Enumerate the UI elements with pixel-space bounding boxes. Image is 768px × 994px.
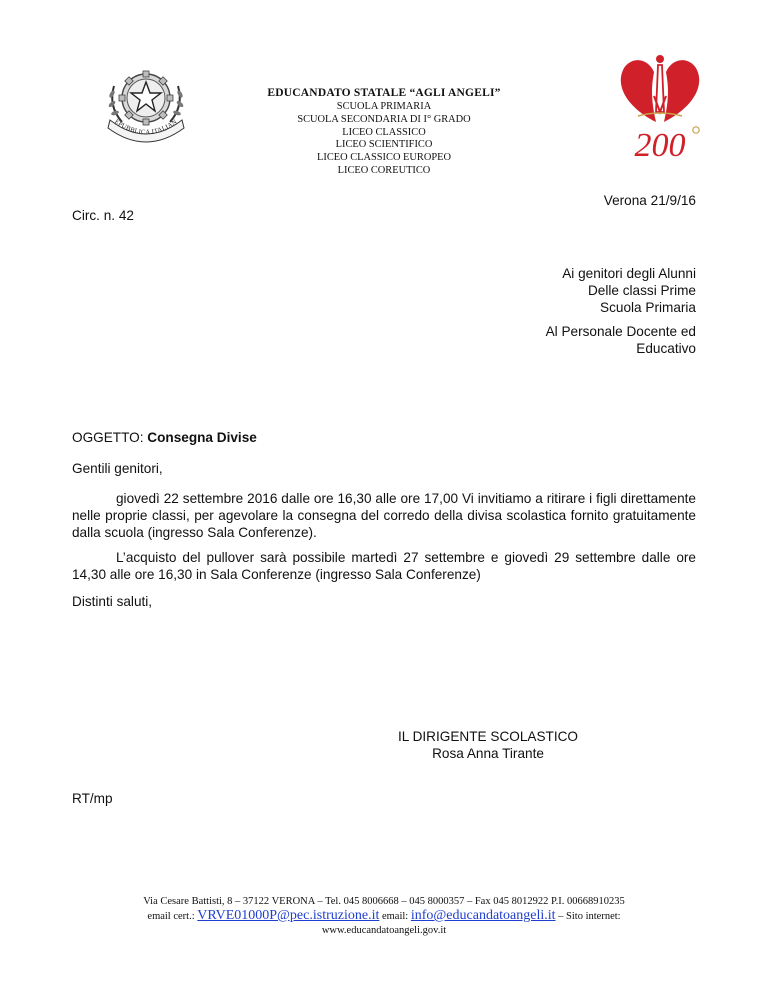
anniversary-logo-icon	[608, 50, 712, 170]
signer-title: IL DIRIGENTE SCOLASTICO	[397, 729, 579, 744]
signature-block	[395, 728, 581, 762]
recipient-line: Al Personale Docente ed	[545, 324, 696, 339]
recipient-line: Scuola Primaria	[600, 300, 696, 315]
school-item: LICEO COREUTICO	[337, 164, 431, 176]
svg-text:REPUBBLICA ITALIANA: EPUBBLICA ITALIAN	[113, 118, 179, 137]
circular-number: Circ. n. 42	[72, 208, 134, 223]
institution-name: EDUCANDATO STATALE “AGLI ANGELI”	[267, 87, 501, 99]
svg-text:200: 200	[634, 127, 686, 164]
footer	[60, 895, 708, 938]
school-list	[200, 101, 568, 178]
closing: Distinti saluti,	[72, 594, 153, 609]
paragraph-distribution	[72, 490, 696, 541]
letter-subject	[72, 429, 257, 446]
school-item: SCUOLA PRIMARIA	[336, 101, 432, 112]
recipient-line: Educativo	[636, 341, 696, 356]
subject-label: OGGETTO:	[72, 430, 148, 445]
recipient-line: Ai genitori degli Alunni	[562, 266, 696, 281]
school-item: LICEO SCIENTIFICO	[335, 139, 433, 151]
recipients-staff	[546, 323, 696, 357]
pec-email-link[interactable]: VRVE01000P@pec.istruzione.it	[197, 908, 380, 923]
greeting: Gentili genitori,	[72, 461, 163, 476]
initials: RT/mp	[72, 791, 113, 806]
paragraph-pullover	[72, 549, 696, 583]
subject-value: Consegna Divise	[147, 430, 257, 445]
site-label: – Sito internet:	[555, 911, 621, 922]
pec-label: email cert.:	[147, 911, 198, 922]
school-item: LICEO CLASSICO EUROPEO	[317, 152, 451, 164]
paragraph-text: giovedì 22 settembre 2016 dalle ore 16,30 alle ore 17,00 Vi invitiamo a ritirare i figli direttamente nelle proprie classi, per agevolare la consegna del corredo della divisa scolastica fornito gratuitamente dalla scuola (ingresso Sala Conferenze).	[72, 491, 696, 540]
website-link[interactable]: www.educandatoangeli.gov.it	[321, 925, 447, 936]
email-label: email:	[379, 911, 411, 922]
paragraph-text: L’acquisto del pullover sarà possibile martedì 27 settembre e giovedì 29 settembre dalle ore 14,30 alle ore 16,30 in Sala Conferenze (ingresso Sala Conferenze)	[72, 550, 696, 582]
signer-name: Rosa Anna Tirante	[432, 746, 544, 761]
email-link[interactable]: info@educandatoangeli.it	[410, 908, 556, 923]
recipients-parents	[562, 265, 696, 316]
footer-contacts	[60, 909, 708, 924]
footer-address: Via Cesare Battisti, 8 – 37122 VERONA – Tel. 045 8006668 – 045 8000357 – Fax 045 8012922 P.I. 00668910235	[143, 896, 625, 907]
school-item: SCUOLA SECONDARIA DI I° GRADO	[297, 113, 471, 125]
letter-date: Verona 21/9/16	[603, 193, 696, 208]
recipient-line: Delle classi Prime	[587, 283, 696, 298]
school-item: LICEO CLASSICO	[342, 126, 426, 138]
italian-republic-emblem-icon	[100, 62, 192, 144]
